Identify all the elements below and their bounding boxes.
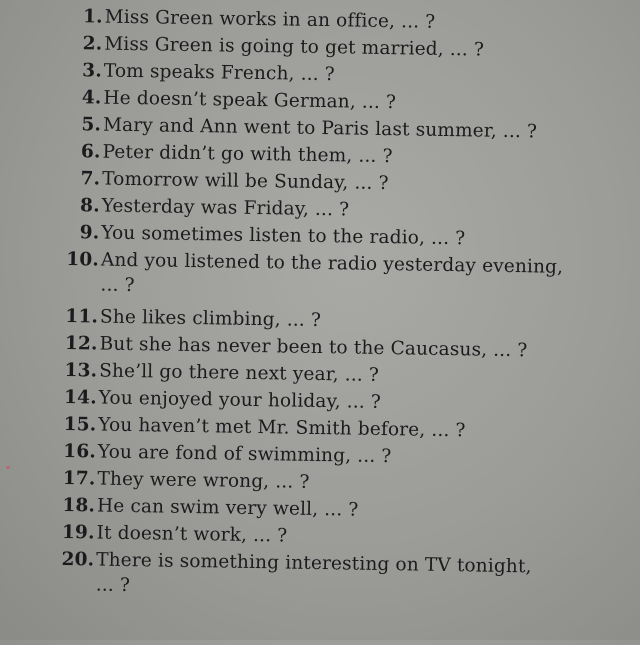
- item-number: 17.: [62, 467, 96, 490]
- ink-speck: [6, 466, 10, 469]
- item-number: 18.: [62, 494, 96, 517]
- item-number: 11.: [65, 306, 99, 328]
- list-item: [0, 546, 636, 597]
- item-text: Peter didn’t go with them, ... ?: [102, 141, 393, 168]
- item-text: But she has never been to the Caucasus, ... ?: [99, 333, 528, 362]
- item-number: 2.: [82, 33, 103, 55]
- item-text: They were wrong, ... ?: [97, 468, 310, 493]
- item-number: 8.: [79, 195, 100, 217]
- item-text: Miss Green is going to get married, ... ?: [104, 33, 485, 61]
- item-number: 7.: [80, 168, 101, 190]
- item-number: 6.: [80, 141, 101, 163]
- item-text: You sometimes listen to the radio, ... ?: [101, 222, 466, 250]
- item-text: He doesn’t speak German, ... ?: [103, 87, 397, 114]
- item-number: 5.: [81, 114, 102, 136]
- item-continuation: ... ?: [100, 274, 135, 297]
- item-text: You haven’t met Mr. Smith before, ... ?: [98, 414, 466, 442]
- item-text: Tom speaks French, ... ?: [103, 60, 336, 86]
- item-text: Tomorrow will be Sunday, ... ?: [102, 168, 389, 195]
- list-item: [0, 303, 640, 332]
- item-number: 14.: [63, 386, 97, 409]
- item-text: Mary and Ann went to Paris last summer, ... ?: [102, 114, 538, 143]
- list-item: [5, 3, 640, 33]
- item-text: It doesn’t work, ... ?: [96, 522, 288, 547]
- item-number: 9.: [79, 222, 100, 244]
- item-text: She’ll go there next year, ... ?: [99, 360, 380, 386]
- item-text: You are fond of swimming, ... ?: [97, 441, 392, 468]
- item-number: 1.: [82, 6, 103, 28]
- item-continuation: ... ?: [95, 574, 131, 597]
- exercise-list: [5, 3, 640, 597]
- item-number: 15.: [63, 413, 97, 436]
- item-number: 19.: [61, 521, 95, 544]
- item-text: There is something interesting on TV tonight,: [96, 549, 532, 578]
- item-number: 13.: [64, 359, 98, 382]
- item-text: She likes climbing, ... ?: [99, 306, 322, 332]
- item-number: 3.: [82, 60, 103, 82]
- item-number: 10.: [66, 249, 100, 271]
- item-text: He can swim very well, ... ?: [96, 495, 359, 521]
- list-item: [0, 492, 637, 521]
- item-text: And you listened to the radio yesterday evening,: [100, 249, 564, 278]
- item-text: You enjoyed your holiday, ... ?: [98, 387, 382, 413]
- item-number: 12.: [64, 332, 98, 355]
- item-number: 20.: [61, 548, 95, 571]
- item-text: Yesterday was Friday, ... ?: [101, 195, 350, 221]
- item-number: 4.: [81, 87, 102, 109]
- item-text: Miss Green works in an office, ... ?: [104, 6, 436, 33]
- item-number: 16.: [63, 440, 97, 463]
